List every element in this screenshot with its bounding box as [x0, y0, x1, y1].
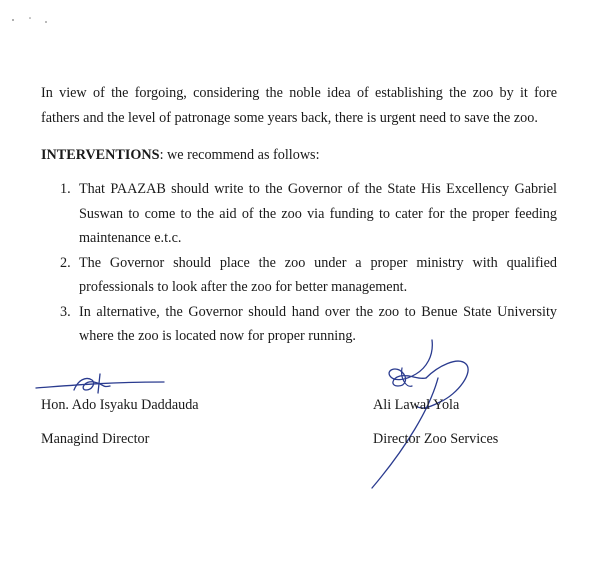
interventions-heading	[41, 143, 320, 168]
recommendation-number: 3.	[60, 303, 71, 320]
left-signature-image	[34, 366, 174, 396]
right-signatory-title: Director Zoo Services	[373, 431, 499, 447]
recommendation-line: professionals to look after the zoo for better management.	[79, 279, 408, 295]
recommendation-number: 2.	[60, 254, 71, 271]
recommendation-number: 1.	[60, 181, 71, 197]
left-signatory-name: Hon. Ado Isyaku Daddauda	[41, 397, 199, 413]
recommendation-item	[60, 251, 557, 300]
recommendation-line: In alternative, the Governor should hand over the zoo to Benue State University	[79, 303, 557, 320]
recommendation-line: where the zoo is located now for proper running.	[79, 328, 356, 344]
right-signatory-name: Ali Lawal Yola	[373, 397, 460, 413]
interventions-label: INTERVENTIONS	[41, 147, 160, 163]
recommendation-item	[60, 177, 557, 251]
left-signatory-title: Managind Director	[41, 431, 150, 447]
recommendation-line: That PAAZAB should write to the Governor of the State His Excellency Gabriel	[79, 181, 557, 197]
intro-line-2: fathers and the level of patronage some years back, there is urgent need to save the zoo.	[41, 110, 538, 126]
interventions-text: : we recommend as follows:	[159, 147, 320, 163]
recommendations-list	[60, 177, 557, 349]
recommendation-line: maintenance e.t.c.	[79, 230, 182, 246]
recommendation-line: Suswan to come to the aid of the zoo via funding to cater for the proper feeding	[79, 205, 557, 222]
scan-specks	[0, 0, 80, 30]
intro-paragraph	[41, 81, 557, 131]
recommendation-line: The Governor should place the zoo under a proper ministry with qualified	[79, 254, 557, 271]
intro-line-1: In view of the forgoing, considering the noble idea of establishing the zoo by it fore	[41, 85, 557, 101]
recommendation-item	[60, 300, 557, 349]
